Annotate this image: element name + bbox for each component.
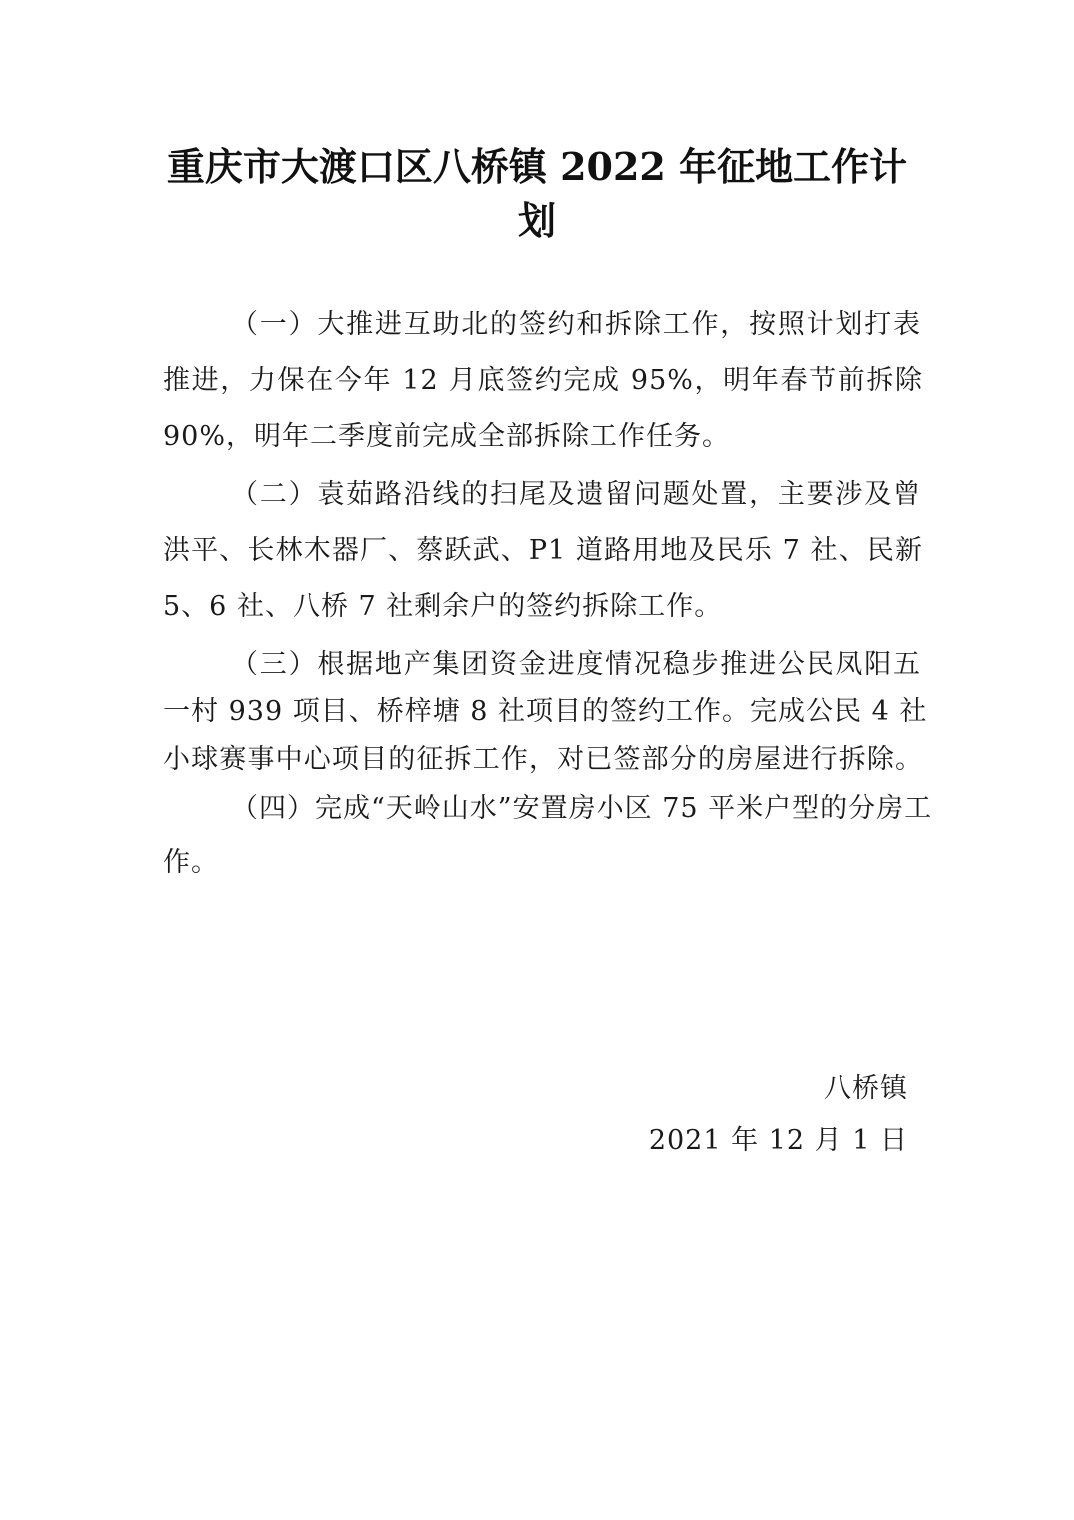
paragraph-4-line-2: 作。 [163, 847, 219, 878]
paragraph-1-line-3: 90%，明年二季度前完成全部拆除工作任务。 [163, 421, 731, 452]
paragraph-1-line-2: 推进，力保在今年 12 月底签约完成 95%，明年春节前拆除 [163, 365, 923, 396]
paragraph-3-line-1: （三）根据地产集团资金进度情况稳步推进公民凤阳五 [231, 649, 921, 680]
paragraph-1-line-1: （一）大推进互助北的签约和拆除工作，按照计划打表 [231, 309, 921, 340]
document-title-line-2: 划 [517, 198, 556, 243]
paragraph-2-line-2: 洪平、长林木器厂、蔡跃武、P1 道路用地及民乐 7 社、民新 [163, 535, 923, 566]
paragraph-3-line-3: 小球赛事中心项目的征拆工作，对已签部分的房屋进行拆除。 [163, 744, 923, 775]
document-title-line-1: 重庆市大渡口区八桥镇 2022 年征地工作计 [166, 144, 908, 189]
signature-date: 2021 年 12 月 1 日 [648, 1125, 908, 1156]
paragraph-2-line-1: （二）袁茹路沿线的扫尾及遗留问题处置，主要涉及曾 [231, 479, 921, 510]
signature-org: 八桥镇 [824, 1073, 908, 1104]
paragraph-4-line-1: （四）完成“天岭山水”安置房小区 75 平米户型的分房工 [231, 793, 933, 824]
paragraph-3-line-2: 一村 939 项目、桥梓塘 8 社项目的签约工作。完成公民 4 社 [163, 696, 928, 727]
paragraph-2-line-3: 5、6 社、八桥 7 社剩余户的签约拆除工作。 [163, 591, 723, 622]
